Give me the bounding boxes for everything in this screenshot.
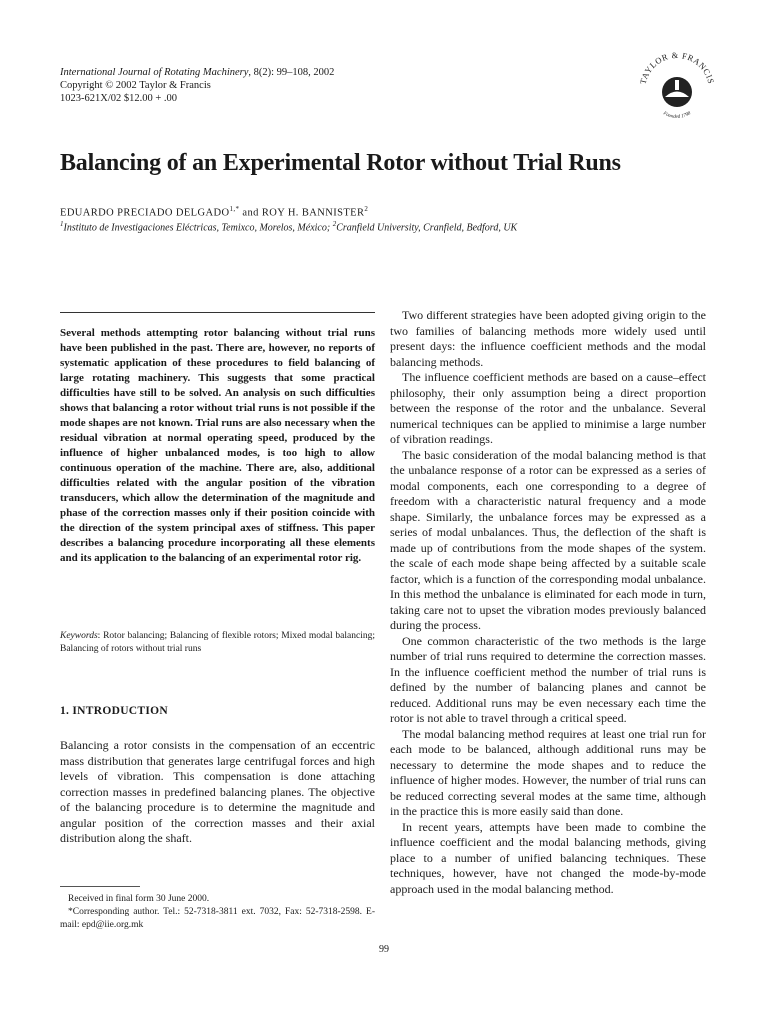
- paragraph: Two different strategies have been adopted giving origin to the two families of balancing methods more widely used until present days: the influence coefficient methods and the modal balancing methods.: [390, 308, 706, 369]
- affiliation-2-marker: 2: [332, 220, 337, 228]
- journal-citation: [60, 66, 334, 79]
- journal-header: [60, 66, 334, 105]
- author-conjunction: and: [239, 207, 262, 219]
- paper-title: Balancing of an Experimental Rotor without Trial Runs: [60, 150, 621, 176]
- right-column: [390, 308, 706, 897]
- journal-name: International Journal of Rotating Machinery: [60, 67, 249, 78]
- footnotes: [60, 893, 375, 932]
- abstract-top-rule: [60, 312, 375, 313]
- page-number: 99: [379, 944, 389, 955]
- paragraph: The modal balancing method requires at least one trial run for each mode to be balanced, although additional runs may be necessary to determine the mode shapes and to reduce the influence of higher modes. However, the number of trial runs can be reduced correcting several modes at the same time, although in the practice this is more easily said than done.: [390, 726, 706, 818]
- author-1: EDUARDO PRECIADO DELGADO: [60, 207, 230, 219]
- keywords-text: : Rotor balancing; Balancing of flexible rotors; Mixed modal balancing; Balancing of rotors without trial runs: [60, 631, 375, 654]
- affiliations: [60, 220, 517, 233]
- author-2: ROY H. BANNISTER: [261, 207, 365, 219]
- keywords-label: Keywords: [60, 631, 98, 641]
- affiliation-2: Cranfield University, Cranfield, Bedford, UK: [336, 222, 518, 234]
- paragraph: One common characteristic of the two methods is the large number of trial runs required to determine the correction masses. In the influence coefficient method the number of trial runs is defined by the number of balancing planes and cannot be reduced. Additional runs may be even necessary each time the rotor is not able to travel through a critical speed.: [390, 633, 706, 725]
- section-heading-introduction: 1. INTRODUCTION: [60, 705, 169, 717]
- footnote-rule: [60, 886, 140, 887]
- paragraph: In recent years, attempts have been made to combine the influence coefficient and the modal balancing methods, giving place to a number of unified balancing techniques. These techniques, however, have not changed the mode-by-mode approach used in the modal balancing method.: [390, 819, 706, 896]
- keywords: [60, 630, 375, 656]
- logo-text-top: TAYLOR & FRANCIS: [637, 49, 717, 86]
- copyright-line: Copyright © 2002 Taylor & Francis: [60, 80, 211, 91]
- affiliation-1-marker: 1: [60, 220, 64, 228]
- logo-text-bottom: Founded 1798: [662, 111, 692, 120]
- paragraph: The influence coefficient methods are based on a cause–effect philosophy, their only assumption being a direct proportion between the response of the rotor and the unbalance. Several numerical techniques can be applied to minimise a large number of vibration readings.: [390, 370, 706, 446]
- author-2-marker: 2: [364, 205, 369, 213]
- introduction-paragraph: Balancing a rotor consists in the compensation of an eccentric mass distribution that generates large centrifugal forces and high levels of vibration. This compensation is done attaching correction masses in predefined balancing planes. The objective of the balancing procedure is to determine the magnitude and angular position of the correction masses and their axial distribution along the shaft.: [60, 738, 375, 845]
- footnote-corresponding: *Corresponding author. Tel.: 52-7318-3811 ext. 7032, Fax: 52-7318-2598. E-mail: epd@iie.org.mk: [60, 907, 375, 930]
- journal-volume: , 8(2): 99–108, 2002: [248, 67, 335, 78]
- abstract: Several methods attempting rotor balancing without trial runs have been published in the past. There are, however, no reports of systematic application of these procedures to field balancing of large rotating machinery. This suggests that some practical difficulties have still to be solved. An analysis on such difficulties shows that balancing a rotor without trial runs is not possible if the mode shapes are not known. Trial runs are also necessary when the residual vibration at normal operating speed, produced by the influence of higher unbalanced modes, is too high to allow continuous operation of the machine. There are, also, additional difficulties related with the angular position of the vibration transducers, which allow the determination of the magnitude and phase of the correction masses only if their position coincide with the direction of the system principal axes of stiffness. This paper describes a balancing procedure incorporating all these elements and its application to the balancing of an experimental rotor rig.: [60, 327, 375, 564]
- issn-line: 1023-621X/02 $12.00 + .00: [60, 93, 178, 104]
- author-line: [60, 205, 368, 219]
- affiliation-1: Instituto de Investigaciones Eléctricas, Temixco, Morelos, México;: [63, 222, 333, 234]
- paragraph: The basic consideration of the modal balancing method is that the unbalance response of a rotor can be expressed as a series of modal components, each one corresponding to a degree of freedom with a characteristic natural frequency and a mode shape. Similarly, the unbalance forces may be expressed as a series of modal unbalances. Thus, the deflection of the shaft is made up of contributions from the mode shapes of the system. the scale of each mode shape being affected by a suitable scale factor, which is a function of the corresponding modal unbalance. In this method the unbalance is eliminated for each mode in turn, taking care not to upset the vibration modes previously balanced during the process.: [390, 447, 706, 632]
- author-1-marker: 1,*: [229, 205, 240, 213]
- publisher-logo: [632, 42, 722, 132]
- footnote-received: Received in final form 30 June 2000.: [68, 894, 210, 904]
- svg-text:Founded 1798: [661, 111, 692, 120]
